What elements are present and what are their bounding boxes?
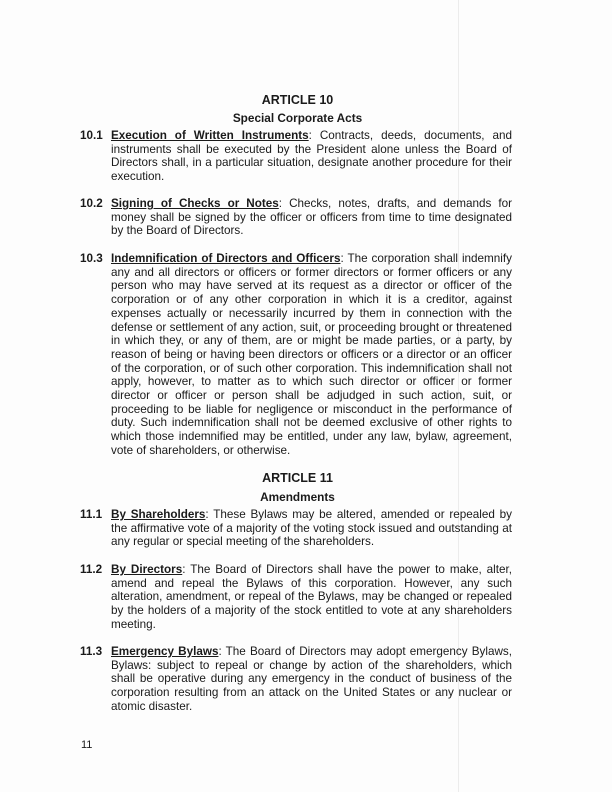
article-11-heading: ARTICLE 11 [262,471,333,485]
section-number: 10.3 [80,252,103,265]
section-number: 11.3 [80,645,103,658]
page-number: 11 [81,739,93,751]
section-text: : These Bylaws may be altered, amended or repealed by the affirmative vote of a majority of the voting stock issued and outstanding at any regular or special meeting of the shareholders. [111,508,512,549]
section-title: Indemnification of Directors and Officers [111,252,341,265]
section-number: 11.1 [80,508,103,521]
section-11-2 [80,563,512,632]
section-number: 10.2 [80,197,103,210]
section-title: Emergency Bylaws [111,645,219,658]
article-10-heading: ARTICLE 10 [261,93,334,107]
article-11-subheading: Amendments [260,490,335,504]
section-text: : Checks, notes, drafts, and demands for money shall be signed by the officer or officers from time to time designated by the Board of Directors. [111,197,513,238]
section-text: : The Board of Directors may adopt emergency Bylaws, Bylaws: subject to repeal or change by action of the shareholders, which shall be operative during any emergency in the conduct of business of the corporation resulting from an attack on the United States or any nuclear or atomic disaster. [111,645,512,713]
section-11-1 [80,508,512,549]
section-10-3 [80,252,512,458]
section-text: : The Board of Directors shall have the power to make, alter, amend and repeal the Bylaws of this corporation. However, any such alteration, amendment, or repeal of the Bylaws, may be changed or repealed by the holders of a majority of the stock entitled to vote at any shareholders meeting. [111,563,512,631]
section-text: : Contracts, deeds, documents, and instruments shall be executed by the President alone unless the Board of Directors shall, in a particular situation, designate another procedure for their execution. [111,129,512,184]
section-10-2 [80,197,513,238]
article-10-subheading: Special Corporate Acts [232,111,363,125]
section-title: Execution of Written Instruments [111,129,309,142]
section-title: By Directors [111,563,183,576]
section-text: : The corporation shall indemnify any and all directors or officers or former directors or former officers or any person who may have served at its request as a director or officer of the corporation or of any other corporation in which it is a creditor, against expenses actually or necessarily incurred by them in connection with the defense or settlement of any action, suit, or proceeding brought or threatened in which they, or any of them, are or might be made parties, or a party, by reason of being or having been directors or officers or a director or an officer of the corporation, or of such other corporation. This indemnification shall not apply, however, to matter as to which such director or officer or former director or officer or person shall be adjudged in such action, suit, or proceeding to be liable for negligence or misconduct in the performance of duty. Such indemnification shall not be deemed exclusive of other rights to which those indemnified may be entitled, under any law, bylaw, agreement, vote of shareholders, or otherwise. [111,252,512,457]
section-title: Signing of Checks or Notes [111,197,279,210]
section-number: 11.2 [80,563,103,576]
section-10-1 [80,129,512,184]
section-title: By Shareholders [111,508,206,521]
section-number: 10.1 [80,129,103,142]
section-11-3 [80,645,512,714]
